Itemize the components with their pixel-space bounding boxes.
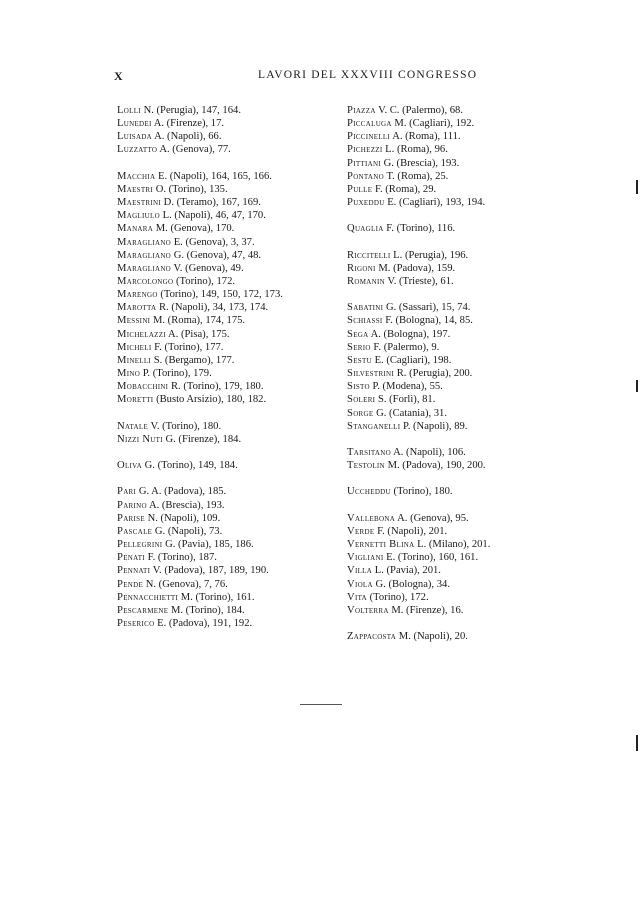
entry-surname: Pennacchietti (117, 591, 179, 603)
entry-details: E. (Genova), 3, 37. (173, 236, 255, 248)
entry-details: L. (Perugia), 196. (393, 249, 469, 261)
entry-details: M. (Firenze), 16. (391, 604, 464, 616)
entry-surname: Vigliani (347, 552, 384, 564)
entry-details: A. (Genova), 77. (159, 144, 231, 156)
index-entry (347, 459, 547, 472)
entry-surname: Luzzatto (117, 144, 158, 156)
entry-surname: Romanin (347, 276, 385, 287)
index-entry (347, 328, 547, 341)
entry-surname: Sega (347, 328, 369, 340)
entry-details: R. (Torino), 179, 180. (170, 381, 264, 393)
entry-surname: Moretti (117, 394, 154, 406)
entry-details: M. (Genova), 170. (155, 223, 235, 235)
entry-details: A. (Brescia), 193. (148, 499, 225, 511)
entry-surname: Peserico (117, 618, 155, 630)
entry-surname: Viola (347, 578, 373, 590)
entry-surname: Marengo (117, 289, 158, 301)
index-letter-group (117, 104, 317, 157)
entry-details: F. (Torino), 116. (386, 223, 456, 235)
index-letter-group (347, 512, 547, 617)
entry-details: M. (Torino), 184. (170, 604, 245, 616)
entry-surname: Pende (117, 578, 144, 590)
entry-details: R. (Perugia), 200. (396, 368, 473, 380)
entry-surname: Lunedei (117, 118, 152, 130)
index-entry (347, 170, 547, 183)
entry-surname: Serio (347, 341, 371, 353)
index-entry (117, 170, 317, 183)
entry-details: L. (Milano), 201. (417, 539, 491, 551)
entry-surname: Maragliano (117, 249, 172, 261)
entry-details: P. (Modena), 55. (372, 381, 443, 393)
entry-details: F. (Bologna), 14, 85. (385, 315, 473, 327)
entry-surname: Macchia (117, 170, 156, 182)
entry-details: G. (Brescia), 193. (383, 157, 460, 169)
index-entry (347, 578, 547, 591)
index-entry (117, 433, 317, 446)
entry-details: V. (Trieste), 61. (387, 276, 454, 287)
index-entry (347, 367, 547, 380)
index-letter-group (347, 104, 547, 209)
entry-details: F. (Torino), 177. (154, 341, 224, 353)
index-letter-group (117, 170, 317, 407)
entry-surname: Mobacchini (117, 381, 169, 393)
running-head: LAVORI DEL XXXVIII CONGRESSO (258, 69, 478, 81)
entry-details: N. (Genova), 7, 76. (145, 578, 228, 590)
entry-details: A. (Firenze), 17. (153, 118, 225, 130)
entry-details: R. (Napoli), 34, 173, 174. (159, 302, 269, 314)
entry-surname: Testolin (347, 460, 385, 472)
entry-details: S. (Bergamo), 177. (153, 354, 235, 366)
index-entry (347, 143, 547, 156)
entry-details: (Torino), 149, 150, 172, 173. (160, 289, 283, 301)
index-entry (117, 512, 317, 525)
entry-surname: Magliulo (117, 210, 160, 222)
index-entry (347, 512, 547, 525)
index-entry (347, 630, 547, 643)
index-entry (347, 525, 547, 538)
index-entry (117, 525, 317, 538)
entry-details: F. (Napoli), 201. (377, 525, 448, 537)
index-entry (117, 249, 317, 262)
entry-details: T. (Roma), 25. (386, 170, 449, 182)
index-entry (117, 104, 317, 117)
entry-surname: Pellegrini (117, 539, 163, 551)
entry-details: G. (Sassari), 15, 74. (385, 302, 471, 314)
entry-surname: Oliva (117, 460, 142, 472)
entry-details: D. (Teramo), 167, 169. (163, 197, 261, 209)
entry-surname: Luisada (117, 131, 153, 143)
entry-surname: Riccitelli (347, 249, 391, 261)
entry-surname: Parise (117, 512, 145, 524)
entry-surname: Verde (347, 525, 375, 537)
entry-surname: Marotta (117, 302, 157, 314)
index-entry (347, 130, 547, 143)
entry-details: (Busto Arsizio), 180, 182. (156, 394, 267, 406)
entry-surname: Rigoni (347, 262, 376, 274)
entry-surname: Soleri (347, 394, 376, 406)
entry-surname: Mino (117, 368, 141, 380)
index-entry (117, 130, 317, 143)
index-entry (347, 157, 547, 170)
entry-details: G. (Torino), 149, 184. (144, 460, 238, 472)
entry-details: E. (Cagliari), 198. (374, 354, 452, 366)
entry-details: V. (Torino), 180. (150, 420, 222, 432)
entry-details: N. (Napoli), 109. (147, 512, 221, 524)
scan-edge-mark (636, 380, 638, 392)
index-letter-group (347, 249, 547, 288)
index-entry (117, 564, 317, 577)
index-entry (117, 591, 317, 604)
entry-details: N. (Perugia), 147, 164. (143, 105, 241, 116)
entry-surname: Nizzi Nuti (117, 433, 163, 445)
index-entry (117, 420, 317, 433)
index-letter-group (347, 446, 547, 472)
entry-details: V. C. (Palermo), 68. (378, 105, 463, 116)
index-entry (117, 288, 317, 301)
entry-details: F. (Roma), 29. (374, 183, 437, 195)
index-letter-group (117, 485, 317, 630)
entry-surname: Pittiani (347, 157, 381, 169)
entry-surname: Manara (117, 223, 154, 235)
index-entry (347, 446, 547, 459)
index-entry (347, 420, 547, 433)
index-entry (347, 551, 547, 564)
index-column-right (347, 104, 547, 656)
entry-surname: Piazza (347, 105, 376, 116)
entry-surname: Minelli (117, 354, 152, 366)
index-column-left (117, 104, 317, 643)
entry-surname: Vallebona (347, 512, 396, 524)
index-entry (347, 249, 547, 262)
index-entry (117, 275, 317, 288)
entry-surname: Sabatini (347, 302, 384, 314)
index-entry (117, 222, 317, 235)
index-entry (347, 301, 547, 314)
index-entry (117, 328, 317, 341)
index-entry (117, 604, 317, 617)
entry-details: P. (Torino), 179. (142, 368, 212, 380)
entry-surname: Parino (117, 499, 147, 511)
entry-details: A. (Roma), 111. (392, 131, 461, 143)
index-entry (117, 143, 317, 156)
index-letter-group (117, 459, 317, 472)
entry-details: G. (Firenze), 184. (165, 433, 242, 445)
entry-details: G. (Genova), 47, 48. (173, 249, 262, 261)
index-entry (117, 196, 317, 209)
entry-details: E. (Napoli), 164, 165, 166. (158, 170, 272, 182)
entry-surname: Pennati (117, 565, 151, 577)
entry-surname: Tarsitano (347, 447, 392, 458)
index-entry (347, 262, 547, 275)
index-entry (347, 275, 547, 288)
index-entry (117, 393, 317, 406)
entry-surname: Pescarmene (117, 604, 169, 616)
index-entry (347, 314, 547, 327)
index-entry (117, 551, 317, 564)
entry-surname: Schiassi (347, 315, 383, 327)
entry-details: A. (Genova), 95. (397, 512, 469, 524)
entry-surname: Pichezzi (347, 144, 383, 156)
index-entry (117, 578, 317, 591)
page-number: X (114, 69, 124, 83)
entry-surname: Messini (117, 315, 151, 327)
entry-details: A. (Pisa), 175. (168, 328, 230, 340)
entry-surname: Maragliano (117, 262, 172, 274)
entry-details: (Torino), 172. (176, 276, 236, 288)
index-entry (117, 499, 317, 512)
entry-details: E. (Torino), 160, 161. (386, 552, 479, 564)
index-entry (347, 341, 547, 354)
entry-details: M. (Padova), 159. (378, 262, 456, 274)
index-entry (117, 301, 317, 314)
entry-surname: Sestu (347, 354, 372, 366)
entry-surname: Zappacosta (347, 631, 397, 643)
entry-surname: Pontano (347, 170, 384, 182)
index-entry (117, 485, 317, 498)
index-entry (347, 564, 547, 577)
index-entry (117, 262, 317, 275)
index-entry (117, 380, 317, 393)
index-entry (347, 604, 547, 617)
index-entry (117, 314, 317, 327)
index-entry (347, 393, 547, 406)
entry-surname: Piccaluga (347, 118, 392, 130)
entry-surname: Pari (117, 486, 137, 498)
entry-details: M. (Roma), 174, 175. (152, 315, 246, 327)
entry-details: G. (Catania), 31. (376, 407, 448, 419)
entry-details: G. (Pavia), 185, 186. (165, 539, 254, 551)
entry-details: S. (Forlì), 81. (377, 394, 436, 406)
entry-surname: Lolli (117, 105, 141, 116)
index-entry (347, 538, 547, 551)
index-entry (347, 407, 547, 420)
index-letter-group (347, 301, 547, 433)
index-entry (347, 222, 547, 235)
index-entry (347, 117, 547, 130)
entry-details: A. (Bologna), 197. (370, 328, 451, 340)
entry-details: G. A. (Padova), 185. (138, 486, 227, 498)
entry-surname: Sisto (347, 381, 370, 393)
entry-details: O. (Torino), 135. (155, 183, 228, 195)
entry-surname: Michelazzi (117, 328, 166, 340)
index-entry (347, 104, 547, 117)
entry-details: F. (Palermo), 9. (373, 341, 440, 353)
entry-details: M. (Napoli), 20. (398, 631, 468, 643)
index-entry (347, 183, 547, 196)
entry-surname: Micheli (117, 341, 152, 353)
entry-surname: Maestrini (117, 197, 162, 209)
entry-details: E. (Padova), 191, 192. (157, 618, 253, 630)
index-letter-group (347, 222, 547, 235)
entry-surname: Natale (117, 420, 149, 432)
index-entry (117, 354, 317, 367)
index-entry (347, 380, 547, 393)
index-letter-group (347, 485, 547, 498)
index-entry (347, 196, 547, 209)
entry-details: E. (Cagliari), 193, 194. (387, 197, 486, 209)
entry-surname: Volterra (347, 604, 389, 616)
entry-details: G. (Bologna), 34. (375, 578, 450, 590)
index-entry (347, 354, 547, 367)
entry-surname: Pascale (117, 525, 153, 537)
index-entry (117, 459, 317, 472)
entry-surname: Piccinelli (347, 131, 391, 143)
entry-details: V. (Genova), 49. (173, 262, 244, 274)
index-entry (117, 341, 317, 354)
entry-surname: Silvestrini (347, 368, 395, 380)
entry-surname: Sorge (347, 407, 374, 419)
index-entry (117, 617, 317, 630)
entry-surname: Vita (347, 591, 367, 603)
entry-surname: Villa (347, 565, 373, 577)
entry-details: P. (Napoli), 89. (403, 420, 468, 432)
index-entry (117, 538, 317, 551)
entry-details: L. (Roma), 96. (385, 144, 448, 156)
entry-details: L. (Pavia), 201. (374, 565, 441, 577)
entry-details: M. (Padova), 190, 200. (387, 460, 486, 472)
scan-edge-mark (636, 735, 638, 751)
index-entry (117, 209, 317, 222)
entry-surname: Penati (117, 552, 145, 564)
index-letter-group (117, 420, 317, 446)
entry-surname: Puxeddu (347, 197, 385, 209)
index-entry (117, 183, 317, 196)
entry-details: A. (Napoli), 66. (154, 131, 222, 143)
entry-surname: Marcolongo (117, 276, 174, 288)
entry-details: G. (Napoli), 73. (154, 525, 223, 537)
entry-details: (Torino), 172. (369, 591, 429, 603)
index-entry (117, 367, 317, 380)
entry-details: M. (Torino), 161. (180, 591, 255, 603)
entry-surname: Vernetti Blina (347, 539, 415, 551)
entry-details: (Torino), 180. (393, 486, 453, 498)
entry-surname: Maragliano (117, 236, 172, 248)
scan-edge-mark (636, 180, 638, 194)
entry-surname: Stanganelli (347, 420, 401, 432)
entry-surname: Quaglia (347, 223, 384, 235)
entry-details: V. (Padova), 187, 189, 190. (152, 565, 269, 577)
index-entry (117, 117, 317, 130)
entry-surname: Pulle (347, 183, 373, 195)
index-entry (117, 236, 317, 249)
entry-details: L. (Napoli), 46, 47, 170. (162, 210, 266, 222)
entry-details: M. (Cagliari), 192. (394, 118, 475, 130)
index-letter-group (347, 630, 547, 643)
entry-surname: Uccheddu (347, 486, 391, 498)
index-entry (347, 591, 547, 604)
section-end-rule (300, 704, 342, 705)
entry-details: F. (Torino), 187. (147, 552, 217, 564)
entry-surname: Maestri (117, 183, 154, 195)
index-entry (347, 485, 547, 498)
entry-details: A. (Napoli), 106. (393, 447, 466, 458)
